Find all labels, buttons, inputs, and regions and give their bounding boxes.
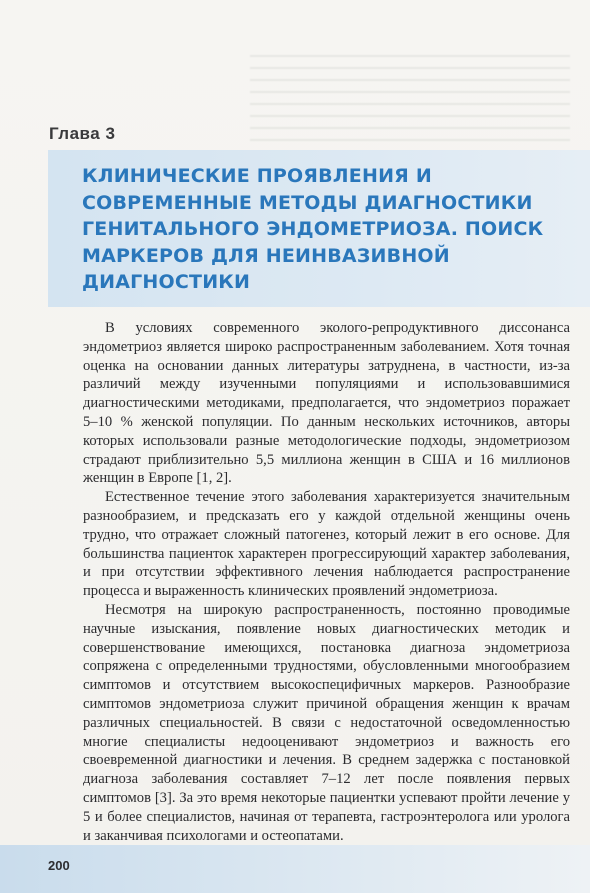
chapter-title: КЛИНИЧЕСКИЕ ПРОЯВЛЕНИЯ И СОВРЕМЕННЫЕ МЕТОДЫ ДИАГНОСТИКИ ГЕНИТАЛЬНОГО ЭНДОМЕТРИОЗА. ПОИСК МАРКЕРОВ ДЛЯ НЕИНВАЗИВНОЙ ДИАГНОСТИКИ [82, 165, 544, 293]
body-text [83, 319, 570, 845]
footer-band [0, 845, 590, 893]
paragraph: Естественное течение этого заболевания характеризуется значительным разнообразием, и предсказать его у каждой отдельной женщины очень трудно, что отражает сложный патогенез, который лежит в его основе. Для большинства пациенток характерен прогрессирующий характер заболевания, и при отсутствии эффективного лечения наблюдается распространение процесса и выраженность клинических проявлений эндометриоза. [83, 489, 570, 600]
chapter-label: Глава 3 [49, 124, 116, 143]
page-number: 200 [48, 858, 70, 873]
paragraph: Несмотря на широкую распространенность, постоянно проводимые научные изыскания, появление новых диагностических методик и совершенствование имеющихся, постановка диагноза эндометриоза сопряжена с определенными трудностями, обусловленными многообразием симптомов и отсутствием высокоспецифичных маркеров. Разнообразие симптомов эндометриоза служит причиной обращения женщин к врачам различных специальностей. В связи с недостаточной осведомленностью многие специалисты недооценивают эндометриоз и важность его своевременной диагностики и лечения. В среднем задержка с постановкой диагноза заболевания составляет 7–12 лет после появления первых симптомов [3]. За это время некоторые пациентки успевают пройти лечение у 5 и более специалистов, начиная от терапевта, гастроэнтеролога или уролога и заканчивая психологами и остеопатами. [83, 601, 570, 844]
paragraph: В условиях современного эколого-репродуктивного диссонанса эндометриоз является широко распространенным заболеванием. Хотя точная оценка на основании данных литературы затруднена, в частности, из-за различий между изученными популяциями и использовавшимися диагностическими методиками, предполагается, что эндометриоз поражает 5–10 % женской популяции. По данным нескольких источников, авторы которых использовали разные методологические подходы, эндометриозом страдают приблизительно 5,5 миллиона женщин в США и 16 миллионов женщин в Европе [1, 2]. [83, 320, 570, 487]
